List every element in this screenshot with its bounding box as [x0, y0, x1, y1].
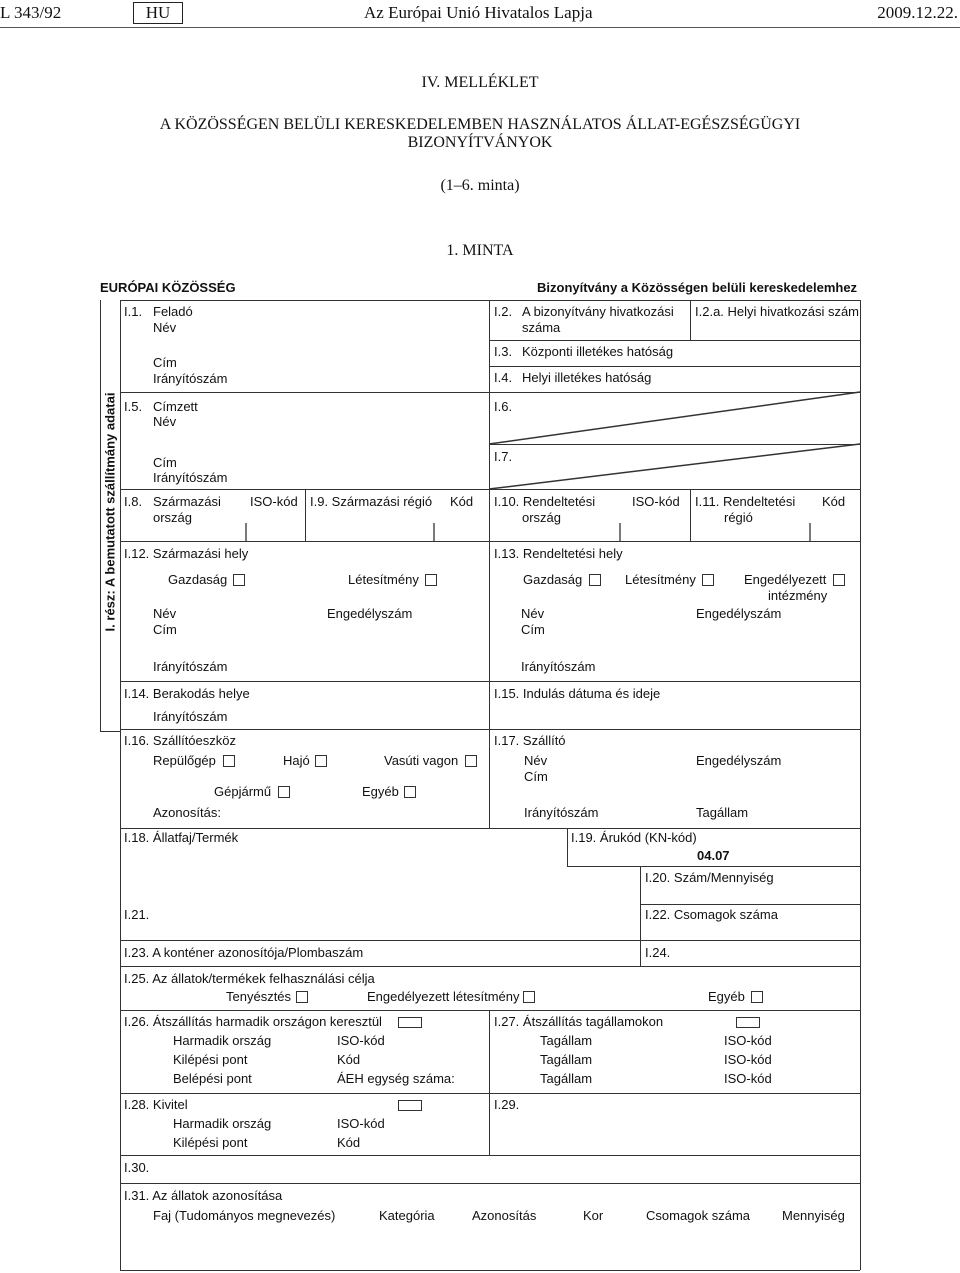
iso-code-label: ISO-kód: [632, 494, 680, 509]
approval-number-label: Engedélyszám: [327, 606, 413, 621]
approval-number-label: Engedélyszám: [696, 753, 782, 768]
other-checkbox[interactable]: [751, 991, 763, 1003]
address-label: Cím: [524, 769, 548, 784]
local-authority-label: Helyi illetékes hatóság: [522, 370, 652, 385]
iso-code-label: ISO-kód: [724, 1071, 772, 1086]
holding-checkbox[interactable]: [233, 574, 245, 586]
field-number: I.2.: [494, 304, 513, 319]
transit-member-states-label: I.27. Átszállítás tagállamokon: [494, 1014, 664, 1029]
column-category: Kategória: [379, 1208, 435, 1223]
railway-wagon-checkbox[interactable]: [465, 755, 477, 767]
purpose-label: I.25. Az állatok/termékek felhasználási célja: [124, 971, 375, 986]
country-of-origin-label-line2: ország: [153, 510, 193, 525]
breeding-label: Tenyésztés: [226, 989, 292, 1004]
address-label: Cím: [153, 455, 177, 470]
aeroplane-label: Repülőgép: [153, 753, 216, 768]
member-state-label: Tagállam: [540, 1071, 593, 1086]
certificate-reference-label: A bizonyítvány hivatkozási: [522, 304, 674, 319]
breeding-checkbox[interactable]: [296, 991, 308, 1003]
transit-third-country-checkbox[interactable]: [398, 1017, 422, 1028]
central-authority-label: Központi illetékes hatóság: [522, 344, 674, 359]
establishment-checkbox[interactable]: [702, 574, 714, 586]
region-of-destination-label-line2: régió: [724, 510, 753, 525]
consignor-label: Feladó: [153, 304, 193, 319]
certificate-title: Bizonyítvány a Közösségen belüli kereskedelemhez: [537, 280, 858, 295]
field-number: I.3.: [494, 344, 513, 359]
approved-body-label: Engedélyezett: [744, 572, 827, 587]
name-label: Név: [521, 606, 545, 621]
approved-body-label-line2: intézmény: [768, 588, 828, 603]
column-quantity: Mennyiség: [782, 1208, 845, 1223]
consignee-label: Címzett: [153, 399, 198, 414]
postcode-label: Irányítószám: [153, 470, 228, 485]
establishment-label: Létesítmény: [625, 572, 696, 587]
address-label: Cím: [153, 355, 177, 370]
approved-establishment-checkbox[interactable]: [523, 991, 535, 1003]
part-one-side-label: I. rész: A bemutatott szállítmány adatai: [102, 392, 118, 632]
column-packages: Csomagok száma: [646, 1208, 751, 1223]
country-of-origin-label: Származási: [153, 494, 221, 509]
field-number: I.1.: [124, 304, 143, 319]
code-label: Kód: [337, 1052, 361, 1067]
holding-label: Gazdaság: [523, 572, 583, 587]
commodity-code-label: I.19. Árukód (KN-kód): [571, 830, 697, 845]
page-reference: L 343/92: [0, 3, 62, 22]
transit-third-country-label: I.26. Átszállítás harmadik országon keresztül: [124, 1014, 382, 1029]
code-label: Kód: [450, 494, 474, 509]
field-number: I.7.: [494, 449, 513, 464]
postcode-label: Irányítószám: [524, 805, 599, 820]
postcode-label: Irányítószám: [153, 659, 228, 674]
container-seal-label: I.23. A konténer azonosítója/Plombaszám: [124, 945, 364, 960]
number-of-packages-label: I.22. Csomagok száma: [645, 907, 778, 922]
exit-point-label: Kilépési pont: [173, 1135, 248, 1150]
member-state-label: Tagállam: [696, 805, 749, 820]
name-label: Név: [153, 414, 177, 429]
region-of-destination-label: I.11. Rendeltetési: [695, 494, 796, 509]
departure-date-label: I.15. Indulás dátuma és ideje: [494, 686, 661, 701]
code-label: Kód: [822, 494, 846, 509]
identification-label: Azonosítás:: [153, 805, 221, 820]
member-state-label: Tagállam: [540, 1052, 593, 1067]
iso-code-label: ISO-kód: [337, 1116, 385, 1131]
main-title-line1: A KÖZÖSSÉGEN BELÜLI KERESKEDELEMBEN HASZNÁLATOS ÁLLAT-EGÉSZSÉGÜGYI: [159, 116, 801, 133]
establishment-checkbox[interactable]: [425, 574, 437, 586]
animal-identification-label: I.31. Az állatok azonosítása: [124, 1188, 283, 1203]
country-of-destination-label: I.10. Rendeltetési: [494, 494, 596, 509]
bip-number-label: ÁEH egység száma:: [337, 1071, 455, 1086]
place-of-loading-label: I.14. Berakodás helye: [124, 686, 250, 701]
field-number: I.6.: [494, 399, 513, 414]
third-country-label: Harmadik ország: [173, 1116, 272, 1131]
approved-establishment-label: Engedélyezett létesítmény: [367, 989, 520, 1004]
name-label: Név: [153, 606, 177, 621]
field-number: I.21.: [124, 907, 150, 922]
field-number: I.4.: [494, 370, 513, 385]
field-number: I.29.: [494, 1097, 520, 1112]
address-label: Cím: [153, 622, 177, 637]
road-vehicle-checkbox[interactable]: [278, 786, 290, 798]
iso-code-label: ISO-kód: [337, 1033, 385, 1048]
field-number: I.24.: [645, 945, 671, 960]
commodity-code-value: 04.07: [697, 848, 730, 863]
third-country-label: Harmadik ország: [173, 1033, 272, 1048]
annex-title: IV. MELLÉKLET: [421, 74, 539, 91]
certificate-reference-label-line2: száma: [522, 320, 561, 335]
region-of-origin-label: I.9. Származási régió: [310, 494, 433, 509]
road-vehicle-label: Gépjármű: [214, 784, 272, 799]
ship-label: Hajó: [283, 753, 310, 768]
models-subtitle: (1–6. minta): [440, 177, 520, 194]
transit-member-states-checkbox[interactable]: [736, 1017, 760, 1028]
other-label: Egyéb: [708, 989, 745, 1004]
other-checkbox[interactable]: [404, 786, 416, 798]
transporter-label: I.17. Szállító: [494, 733, 566, 748]
iso-code-label: ISO-kód: [724, 1052, 772, 1067]
code-label: Kód: [337, 1135, 361, 1150]
field-number: I.5.: [124, 399, 143, 414]
column-age: Kor: [583, 1208, 604, 1223]
language-code: HU: [145, 3, 171, 22]
column-identification: Azonosítás: [472, 1208, 537, 1223]
approved-body-checkbox[interactable]: [833, 574, 845, 586]
establishment-label: Létesítmény: [348, 572, 419, 587]
iso-code-label: ISO-kód: [724, 1033, 772, 1048]
species-label: I.18. Állatfaj/Termék: [124, 830, 239, 845]
place-of-origin-label: I.12. Származási hely: [124, 546, 249, 561]
approval-number-label: Engedélyszám: [696, 606, 782, 621]
transport-label: I.16. Szállítóeszköz: [124, 733, 236, 748]
aeroplane-checkbox[interactable]: [223, 755, 235, 767]
main-title-line2: BIZONYÍTVÁNYOK: [407, 134, 553, 151]
postcode-label: Irányítószám: [153, 709, 228, 724]
model-number: 1. MINTA: [446, 242, 514, 259]
export-checkbox[interactable]: [398, 1100, 422, 1111]
railway-wagon-label: Vasúti vagon: [384, 753, 459, 768]
holding-checkbox[interactable]: [589, 574, 601, 586]
ship-checkbox[interactable]: [315, 755, 327, 767]
eu-label: EURÓPAI KÖZÖSSÉG: [100, 280, 236, 295]
address-label: Cím: [521, 622, 545, 637]
export-label: I.28. Kivitel: [124, 1097, 188, 1112]
column-species: Faj (Tudományos megnevezés): [153, 1208, 336, 1223]
publication-date: 2009.12.22.: [877, 3, 958, 22]
field-number: I.8.: [124, 494, 143, 509]
exit-point-label: Kilépési pont: [173, 1052, 248, 1067]
place-of-destination-label: I.13. Rendeltetési hely: [494, 546, 623, 561]
field-number: I.30.: [124, 1160, 150, 1175]
journal-title: Az Európai Unió Hivatalos Lapja: [364, 3, 593, 22]
name-label: Név: [153, 320, 177, 335]
postcode-label: Irányítószám: [153, 371, 228, 386]
name-label: Név: [524, 753, 548, 768]
postcode-label: Irányítószám: [521, 659, 596, 674]
quantity-label: I.20. Szám/Mennyiség: [645, 870, 774, 885]
other-label: Egyéb: [362, 784, 399, 799]
holding-label: Gazdaság: [168, 572, 228, 587]
local-reference-label: I.2.a. Helyi hivatkozási szám: [695, 304, 860, 319]
iso-code-label: ISO-kód: [250, 494, 298, 509]
country-of-destination-label-line2: ország: [522, 510, 562, 525]
member-state-label: Tagállam: [540, 1033, 593, 1048]
entry-point-label: Belépési pont: [173, 1071, 252, 1086]
